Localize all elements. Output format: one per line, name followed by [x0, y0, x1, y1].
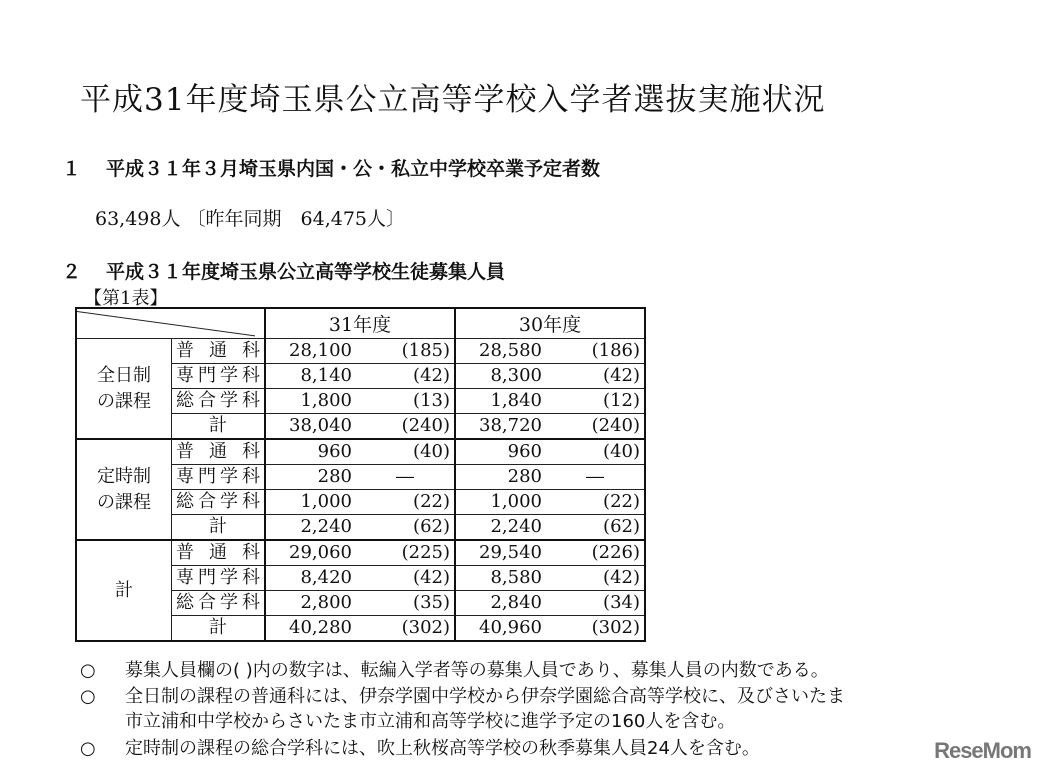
bullet-icon: ○ [80, 686, 96, 707]
count-31: 1,000 [265, 490, 356, 515]
count-30: 40,960 [455, 616, 546, 642]
note-text: 募集人員欄の( )内の数字は、転編入学者等の募集人員であり、募集人員の内数である。 [125, 660, 829, 681]
count-31: 40,280 [265, 616, 356, 642]
note-3 [80, 734, 760, 760]
count-30: 280 [455, 465, 546, 490]
department-label: 計 [172, 515, 266, 541]
transfer-30: (240) [546, 414, 645, 440]
transfer-30: (42) [546, 566, 645, 591]
note-2 [80, 682, 845, 708]
bullet-icon: ○ [80, 660, 96, 681]
transfer-31: (40) [356, 439, 455, 465]
resemom-logo: ReseMom [934, 738, 1031, 763]
transfer-31: (225) [356, 540, 455, 566]
department-label: 総合学科 [172, 490, 266, 515]
department-label: 計 [172, 414, 266, 440]
count-30: 1,840 [455, 389, 546, 414]
transfer-30: (226) [546, 540, 645, 566]
count-31: 2,800 [265, 591, 356, 616]
department-label: 専門学科 [172, 364, 266, 389]
section-number: ２ [62, 261, 82, 283]
transfer-31: (42) [356, 364, 455, 389]
header-30: 30年度 [455, 308, 645, 339]
page-title: 平成31年度埼玉県公立高等学校入学者選抜実施状況 [80, 82, 826, 118]
transfer-31: (42) [356, 566, 455, 591]
count-31: 29,060 [265, 540, 356, 566]
header-31: 31年度 [265, 308, 455, 339]
transfer-30: (34) [546, 591, 645, 616]
note-1 [80, 656, 829, 682]
transfer-31: (62) [356, 515, 455, 541]
count-30: 2,240 [455, 515, 546, 541]
department-label: 専門学科 [172, 465, 266, 490]
transfer-30: (42) [546, 364, 645, 389]
count-30: 29,540 [455, 540, 546, 566]
section-2-heading [62, 257, 505, 284]
note-2-continued: 市立浦和中学校からさいたま市立浦和高等学校に進学予定の160人を含む。 [125, 711, 736, 732]
transfer-30: ― [546, 465, 645, 490]
enrollment-table [75, 307, 646, 642]
graduates-count: 63,498人 〔昨年同期 64,475人〕 [95, 208, 406, 230]
count-31: 28,100 [265, 339, 356, 364]
course-label: 定時制 の課程 [76, 439, 172, 540]
count-31: 38,040 [265, 414, 356, 440]
transfer-30: (12) [546, 389, 645, 414]
transfer-31: (22) [356, 490, 455, 515]
transfer-31: (302) [356, 616, 455, 642]
transfer-31: (13) [356, 389, 455, 414]
department-label: 普通科 [172, 439, 266, 465]
count-31: 8,140 [265, 364, 356, 389]
transfer-30: (186) [546, 339, 645, 364]
note-text: 定時制の課程の総合学科には、吹上秋桜高等学校の秋季募集人員24人を含む。 [125, 738, 760, 759]
table-row [76, 439, 645, 465]
note-text: 全日制の課程の普通科には、伊奈学園中学校から伊奈学園総合高等学校に、及びさいたま [125, 686, 845, 707]
count-31: 960 [265, 439, 356, 465]
count-30: 960 [455, 439, 546, 465]
count-30: 8,300 [455, 364, 546, 389]
section-title: 平成３１年３月埼玉県内国・公・私立中学校卒業予定者数 [106, 158, 601, 180]
section-title: 平成３１年度埼玉県公立高等学校生徒募集人員 [106, 261, 506, 283]
section-number: １ [62, 158, 82, 180]
transfer-30: (62) [546, 515, 645, 541]
section-1-heading [62, 154, 600, 181]
count-31: 280 [265, 465, 356, 490]
transfer-31: (240) [356, 414, 455, 440]
transfer-30: (40) [546, 439, 645, 465]
department-label: 計 [172, 616, 266, 642]
department-label: 総合学科 [172, 591, 266, 616]
course-label: 計 [76, 540, 172, 641]
count-30: 38,720 [455, 414, 546, 440]
bullet-icon: ○ [80, 738, 96, 759]
course-label: 全日制 の課程 [76, 339, 172, 440]
table-label: 【第1表】 [84, 288, 168, 309]
count-30: 1,000 [455, 490, 546, 515]
department-label: 普通科 [172, 339, 266, 364]
table-row [76, 540, 645, 566]
count-30: 28,580 [455, 339, 546, 364]
department-label: 専門学科 [172, 566, 266, 591]
transfer-30: (22) [546, 490, 645, 515]
count-31: 1,800 [265, 389, 356, 414]
count-30: 8,580 [455, 566, 546, 591]
department-label: 総合学科 [172, 389, 266, 414]
transfer-31: (35) [356, 591, 455, 616]
table-row [76, 339, 645, 364]
count-31: 8,420 [265, 566, 356, 591]
count-30: 2,840 [455, 591, 546, 616]
transfer-31: (185) [356, 339, 455, 364]
diagonal-header-cell [76, 308, 265, 339]
count-31: 2,240 [265, 515, 356, 541]
department-label: 普通科 [172, 540, 266, 566]
transfer-31: ― [356, 465, 455, 490]
transfer-30: (302) [546, 616, 645, 642]
